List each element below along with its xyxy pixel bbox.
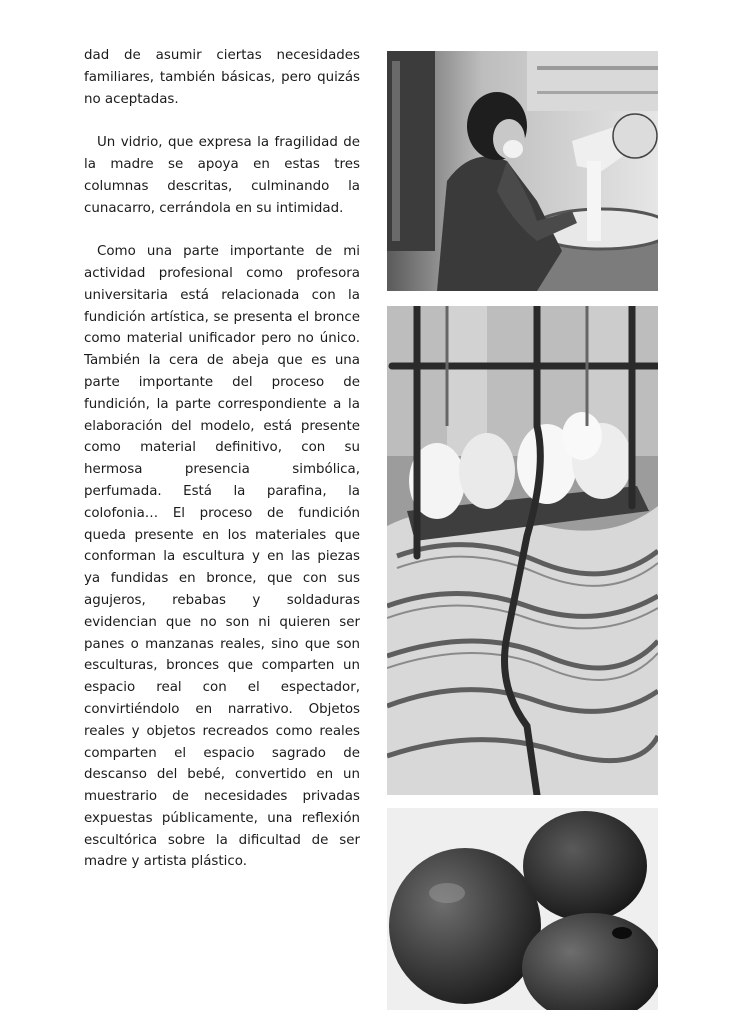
artist-in-foundry-photo — [387, 51, 658, 291]
paragraph-3: Como una parte importante de mi actividad profesional como profesora universitaria está relacionada con la fundición artística, se presenta el bronce como material unificador pero no único. También la cera de abeja que es una parte importante del proceso de fundición, la parte correspondiente a la elaboración del modelo, está presente como material definitivo, con su hermosa presencia simbólica, perfumada. Está la parafina, la colofonia… El proceso de fundición queda presente en los materiales que conforman la escultura y en las piezas ya fundidas en bronce, que con sus agujeros, rebabas y soldaduras evidencian que no son ni quieren ser panes o manzanas reales, sino que son esculturas, bronces que comparten un espacio real con el espectador, convirtiéndolo en narrativo. Objetos reales y objetos recreados como reales comparten el espacio sagrado de descanso del bebé, convertido en un muestrario de necesidades privadas expuestas públicamente, una reflexión escultórica sobre la dificultad de ser madre y artista plástico. — [84, 244, 360, 870]
bronze-apples-photo — [387, 808, 658, 1010]
wax-eggs-on-blanket-photo — [387, 306, 658, 795]
paragraph-1: dad de asumir ciertas necesidades familiares, también básicas, pero quizás no aceptadas. — [84, 48, 360, 107]
body-text-column — [84, 45, 360, 895]
paragraph-2: Un vidrio, que expresa la fragilidad de la madre se apoya en estas tres columnas descritas, culminando la cunacarro, cerrándola en su intimidad. — [84, 135, 360, 216]
